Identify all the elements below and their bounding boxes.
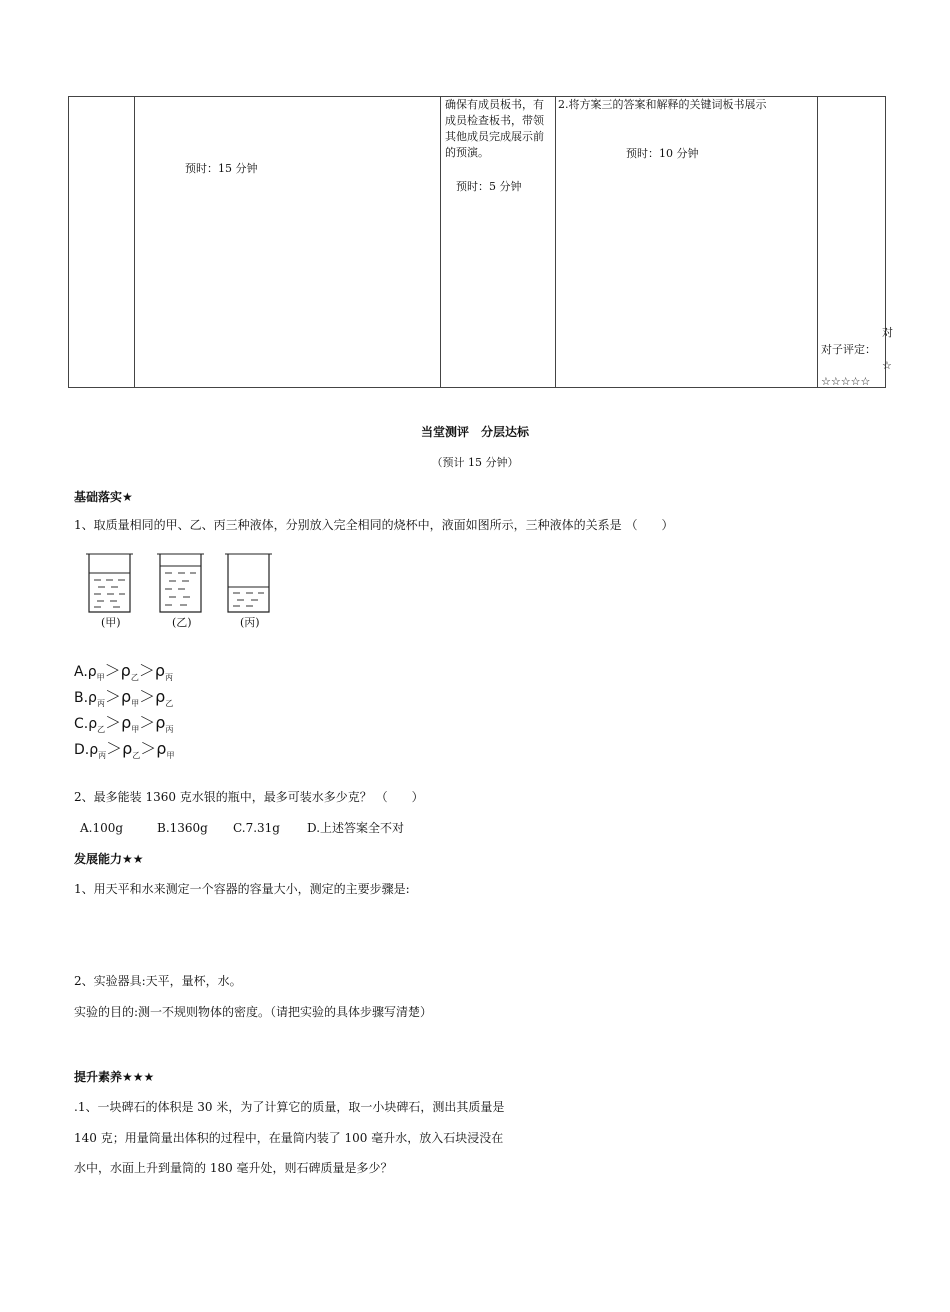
col5-char: 对 — [882, 326, 893, 339]
col3-time: 预时：5 分钟 — [456, 180, 522, 193]
improve-line2: 140 克；用量筒量出体积的过程中，在量筒内装了 100 毫升水，放入石块浸没在 — [74, 1131, 504, 1145]
option-c: $C.\rho_乙>\rho_甲>\rho_丙$ — [74, 713, 174, 734]
develop-q2: 2、实验器具:天平，量杯，水。 — [74, 974, 242, 988]
col5-star: ☆ — [882, 359, 892, 372]
develop-q2-purpose: 实验的目的:测一不规则物体的密度。（请把实验的具体步骤写清楚） — [74, 1005, 433, 1019]
beaker-yi — [157, 554, 204, 612]
col2-time: 预时：15 分钟 — [185, 162, 258, 175]
beaker-jia — [86, 554, 133, 612]
col3-text: 确保有成员板书，有成员检查板书，带领其他成员完成展示前的预演。 — [445, 98, 544, 159]
q2-option-c: C.7.31g — [233, 821, 280, 835]
table-divider — [555, 97, 556, 387]
col4-time: 预时：10 分钟 — [626, 147, 699, 160]
table-divider — [134, 97, 135, 387]
develop-heading: 发展能力★★ — [74, 852, 144, 866]
beaker-bing — [225, 554, 272, 612]
q2-option-b: B.1360g — [157, 821, 208, 835]
col4-text: 2.将方案三的答案和解释的关键词板书展示 — [558, 98, 767, 111]
q2-option-d: D.上述答案全不对 — [307, 821, 405, 835]
improve-line1: .1、一块碑石的体积是 30 米，为了计算它的质量，取一小块碑石，测出其质量是 — [74, 1100, 505, 1114]
beaker-label-jia: (甲) — [101, 616, 121, 629]
develop-q1: 1、用天平和水来测定一个容器的容量大小，测定的主要步骤是: — [74, 882, 410, 896]
section-title: 当堂测评 分层达标 — [420, 425, 529, 439]
beaker-label-bing: (丙) — [240, 616, 260, 629]
table-divider — [440, 97, 441, 387]
option-b: $B.\rho_丙>\rho_甲>\rho_乙$ — [74, 687, 174, 708]
col5-stars: ☆☆☆☆☆ — [821, 375, 871, 388]
option-d: $D.\rho_丙>\rho_乙>\rho_甲$ — [74, 739, 175, 760]
basic-q1: 1、取质量相同的甲、乙、丙三种液体，分别放入完全相同的烧杯中，液面如图所示，三种液体的关系是 （ ） — [74, 518, 674, 532]
col5-label: 对子评定： — [821, 343, 876, 356]
section-subtitle: （预计 15 分钟） — [431, 456, 519, 469]
option-a: $A.\rho_甲>\rho_乙>\rho_丙$ — [74, 661, 174, 682]
basic-q2: 2、最多能装 1360 克水银的瓶中，最多可装水多少克？ （ ） — [74, 790, 424, 804]
beaker-label-yi: (乙) — [172, 616, 192, 629]
table-divider — [817, 97, 818, 387]
improve-line3: 水中，水面上升到量筒的 180 毫升处，则石碑质量是多少？ — [74, 1161, 393, 1175]
q2-option-a: A.100g — [80, 821, 124, 835]
basic-heading: 基础落实★ — [74, 490, 133, 504]
improve-heading: 提升素养★★★ — [74, 1070, 155, 1084]
